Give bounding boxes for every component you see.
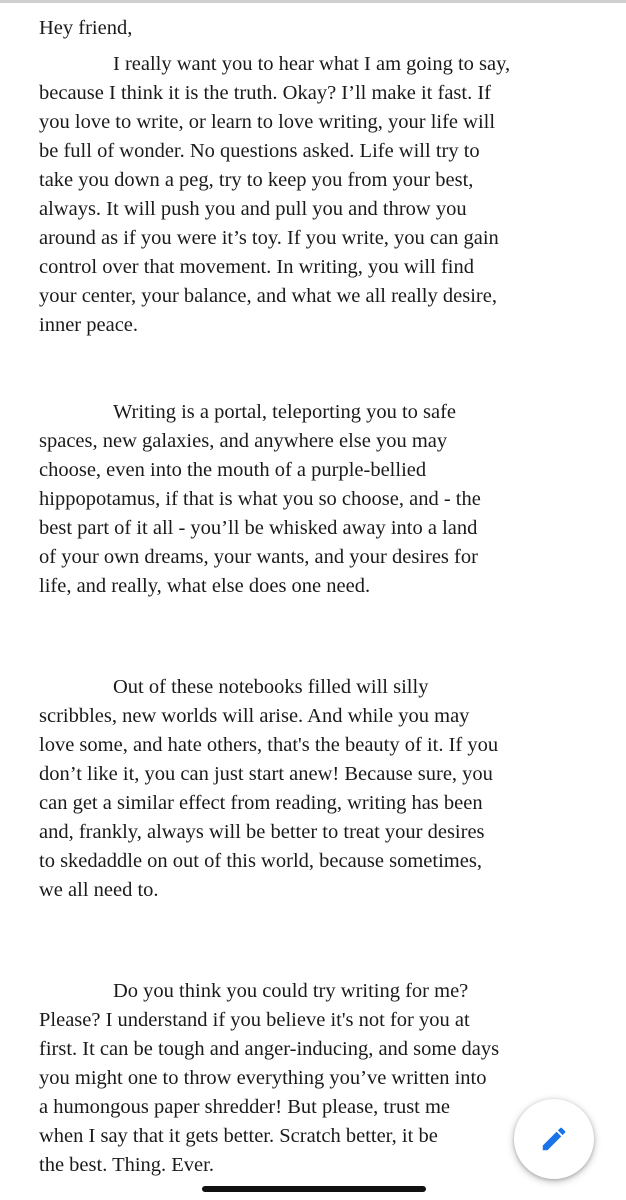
- paragraph-line: scribbles, new worlds will arise. And while you may: [39, 705, 470, 727]
- paragraph-line: control over that movement. In writing, you will find: [39, 256, 474, 278]
- paragraph-line: your center, your balance, and what we all really desire,: [39, 285, 497, 307]
- paragraph-line: because I think it is the truth. Okay? I’ll make it fast. If: [39, 82, 492, 104]
- paragraph-line: you love to write, or learn to love writing, your life will: [39, 111, 496, 133]
- paragraph-line: Out of these notebooks filled will silly: [113, 676, 429, 698]
- paragraph-4: [39, 977, 499, 1180]
- greeting: Hey friend,: [39, 17, 133, 39]
- paragraph-line: hippopotamus, if that is what you so choose, and - the: [39, 488, 481, 510]
- paragraph-line: Writing is a portal, teleporting you to safe: [113, 401, 457, 423]
- paragraph-line: to skedaddle on out of this world, because sometimes,: [39, 850, 482, 872]
- paragraph-line: we all need to.: [39, 879, 159, 901]
- home-indicator[interactable]: [202, 1186, 426, 1192]
- paragraph-line: a humongous paper shredder! But please, trust me: [39, 1096, 451, 1118]
- paragraph-line: of your own dreams, your wants, and your desires for: [39, 546, 478, 568]
- document-body: [39, 14, 599, 1176]
- top-divider: [0, 0, 626, 3]
- pencil-icon: [539, 1124, 569, 1154]
- paragraph-line: choose, even into the mouth of a purple-bellied: [39, 459, 427, 481]
- paragraph-line: Please? I understand if you believe it's not for you at: [39, 1009, 470, 1031]
- paragraph-line: Do you think you could try writing for me?: [113, 980, 469, 1002]
- paragraph-line: around as if you were it’s toy. If you write, you can gain: [39, 227, 499, 249]
- paragraph-line: inner peace.: [39, 314, 139, 336]
- paragraph-line: spaces, new galaxies, and anywhere else you may: [39, 430, 448, 452]
- paragraph-line: the best. Thing. Ever.: [39, 1154, 214, 1176]
- edit-fab-button[interactable]: [514, 1099, 594, 1179]
- paragraph-line: be full of wonder. No questions asked. Life will try to: [39, 140, 480, 162]
- paragraph-line: love some, and hate others, that's the beauty of it. If you: [39, 734, 499, 756]
- paragraph-line: best part of it all - you’ll be whisked away into a land: [39, 517, 478, 539]
- paragraph-1: [39, 50, 510, 340]
- paragraph-line: when I say that it gets better. Scratch better, it be: [39, 1125, 438, 1147]
- paragraph-line: don’t like it, you can just start anew! Because sure, you: [39, 763, 493, 785]
- paragraph-line: you might one to throw everything you’ve written into: [39, 1067, 487, 1089]
- paragraph-3: [39, 673, 498, 905]
- paragraph-line: first. It can be tough and anger-inducing, and some days: [39, 1038, 500, 1060]
- paragraph-2: [39, 398, 481, 601]
- paragraph-line: take you down a peg, try to keep you from your best,: [39, 169, 474, 191]
- paragraph-line: can get a similar effect from reading, writing has been: [39, 792, 483, 814]
- paragraph-line: life, and really, what else does one need.: [39, 575, 371, 597]
- paragraph-line: and, frankly, always will be better to treat your desires: [39, 821, 485, 843]
- paragraph-line: I really want you to hear what I am going to say,: [113, 53, 511, 75]
- paragraph-line: always. It will push you and pull you and throw you: [39, 198, 467, 220]
